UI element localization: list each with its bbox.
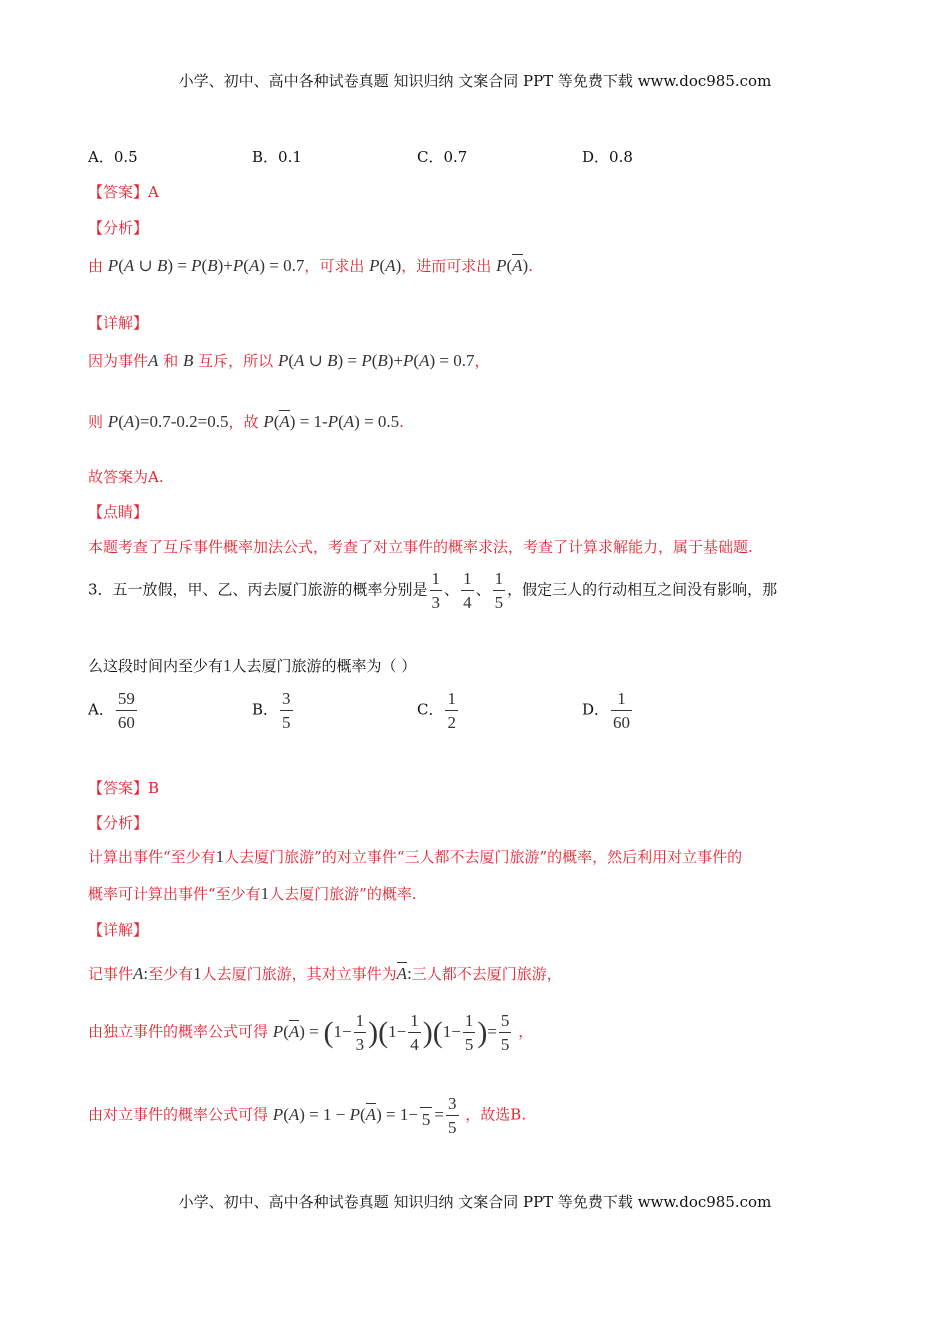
frac-2-5: 5 <box>420 1104 433 1128</box>
page-footer: 小学、初中、高中各种试卷真题 知识归纳 文案合同 PPT 等免费下载 www.doc985.com <box>178 1193 772 1211</box>
q3-detail-line1: 记事件A:至少有1人去厦门旅游，其对立事件为A:三人都不去厦门旅游， <box>88 964 562 983</box>
q2-detail-label: 【详解】 <box>88 314 149 332</box>
q2-detail-line1: 因为事件A 和 B 互斥，所以 P(A ∪ B) = P(B)+P(A) = 0.7， <box>88 351 490 370</box>
q2-option-d: D．0.8 <box>582 148 633 166</box>
q3-stem-line2: 么这段时间内至少有1人去厦门旅游的概率为（ ） <box>88 656 417 675</box>
q2-analysis-text: 由 P(A ∪ B) = P(B)+P(A) = 0.7，可求出 P(A)，进而可求出 P(A). <box>88 256 533 275</box>
q2-detail-line2: 则 P(A)=0.7-0.2=0.5，故 P(A) = 1-P(A) = 0.5. <box>88 412 404 431</box>
q3-option-a: A． $\frac{59}{60}$ <box>88 689 135 732</box>
frac-3-5: $\frac{3}{5}$ <box>448 1094 457 1137</box>
formula-union: P(A ∪ B) = P(B)+P(A) = 0.7 <box>107 256 305 275</box>
q3-analysis-line1: 计算出事件“至少有1人去厦门旅游”的对立事件“三人都不去厦门旅游”的概率，然后利用对立事件的 <box>88 847 743 866</box>
q2-option-a: A．0.5 <box>88 148 138 166</box>
q3-option-d: D． $\frac{1}{60}$ <box>582 689 631 732</box>
q2-option-b: B．0.1 <box>252 148 302 166</box>
q2-conclusion: 故答案为A. <box>88 468 164 486</box>
frac-1-4: $\frac{1}{4}$ <box>463 569 472 612</box>
q3-answer-label: 【答案】B <box>88 779 160 797</box>
q3-stem-line1: 3．五一放假，甲、乙、丙去厦门旅游的概率分别是 $\frac{1}{3}$ 、 $\frac{1}{4}$ 、 $\frac{1}{5}$ ，假定三人的行动相互之间没有影响，那 <box>88 569 778 612</box>
q3-analysis-label: 【分析】 <box>88 814 149 832</box>
frac-1-3: $\frac{1}{3}$ <box>431 569 441 612</box>
page-header: 小学、初中、高中各种试卷真题 知识归纳 文案合同 PPT 等免费下载 www.doc985.com <box>178 72 772 90</box>
q3-detail-line3: 由对立事件的概率公式可得 P(A) = 1 − P(A) = 1− 5 = $\frac{3}{5}$ ，故选B. <box>88 1094 527 1137</box>
formula-calc: P(A)=0.7-0.2=0.5 <box>107 412 229 431</box>
formula-product: P(A) = (1− $\frac{1}{3}$ )(1− $\frac{1}{4}$ )(1− $\frac{1}{5}$ )= $\frac{5}{5}$ <box>272 1011 510 1054</box>
formula-final: P(A) = 1 − P(A) = 1− 5 = $\frac{3}{5}$ <box>272 1094 457 1137</box>
q3-detail-line2: 由独立事件的概率公式可得 P(A) = (1− $\frac{1}{3}$ )(1− $\frac{1}{4}$ )(1− $\frac{1}{5}$ )= $\frac{5}{5}$ ， <box>88 1011 534 1054</box>
formula-pa-bar: P(A) <box>496 256 529 275</box>
q2-comment-label: 【点睛】 <box>88 503 149 521</box>
q2-comment: 本题考查了互斥事件概率加法公式，考查了对立事件的概率求法，考查了计算求解能力，属于基础题. <box>88 538 753 556</box>
formula-union-2: P(A ∪ B) = P(B)+P(A) = 0.7 <box>277 351 475 370</box>
q2-analysis-label: 【分析】 <box>88 219 149 237</box>
q3-detail-label: 【详解】 <box>88 921 149 939</box>
q3-option-b: B． $\frac{3}{5}$ <box>252 689 291 732</box>
q3-option-c: C． $\frac{1}{2}$ <box>417 689 456 732</box>
q3-analysis-line2: 概率可计算出事件“至少有1人去厦门旅游”的概率. <box>88 884 417 903</box>
q2-option-c: C．0.7 <box>417 148 468 166</box>
frac-1-5: $\frac{1}{5}$ <box>494 569 504 612</box>
formula-pa: P(A) <box>369 256 402 275</box>
q2-answer-label: 【答案】A <box>88 183 159 201</box>
formula-complement: P(A) = 1-P(A) = 0.5 <box>263 412 400 431</box>
